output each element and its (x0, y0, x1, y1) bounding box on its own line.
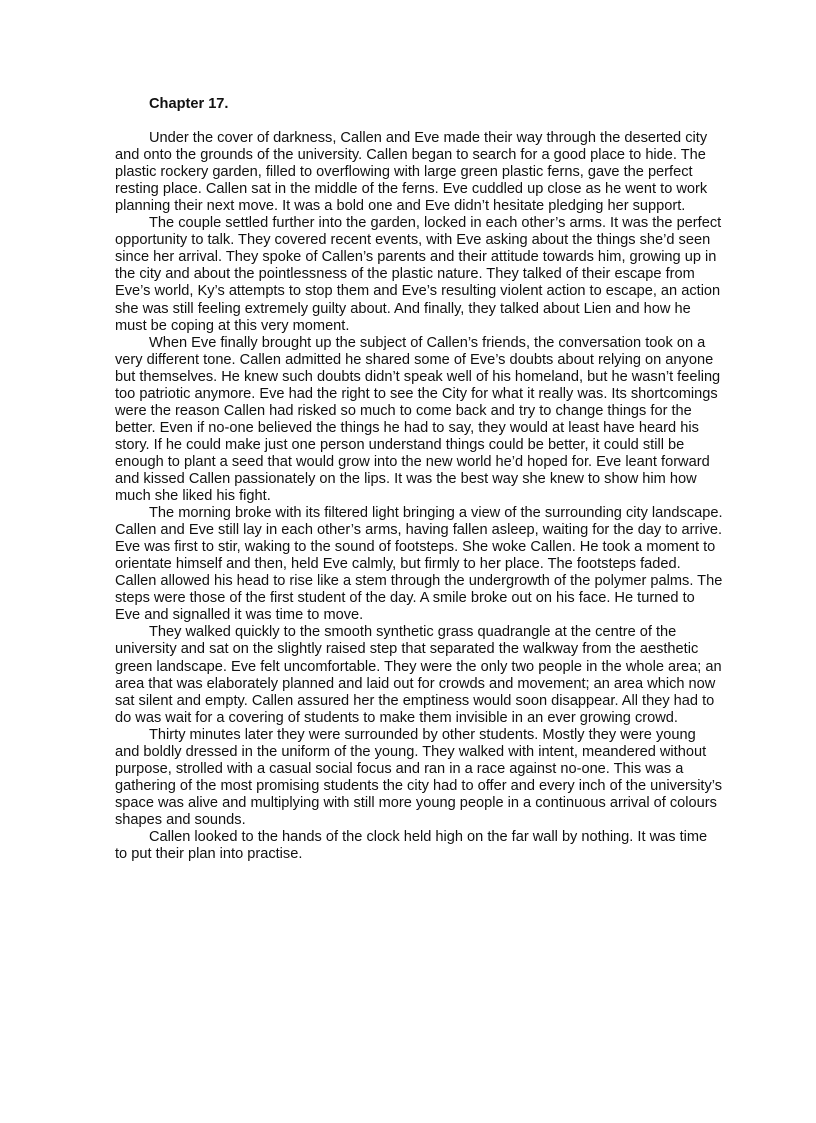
paragraph-4: The morning broke with its filtered light bringing a view of the surrounding city landscape. Callen and Eve still lay in each other’s arms, having fallen asleep, waiting for the day to arrive. Eve was first to stir, waking to the sound of footsteps. She woke Callen. He took a moment to orientate himself and then, held Eve calmly, but firmly to her place. The footsteps faded. Callen allowed his head to rise like a stem through the undergrowth of the polymer palms. The steps were those of the first student of the day. A smile broke out on his face. He turned to Eve and signalled it was time to move. (115, 505, 723, 624)
document-page (115, 90, 723, 863)
paragraph-3: When Eve finally brought up the subject of Callen’s friends, the conversation took on a very different tone. Callen admitted he shared some of Eve’s doubts about relying on anyone but themselves. He knew such doubts didn’t speak well of his homeland, but he wasn’t feeling too patriotic anymore. Eve had the right to see the City for what it really was. Its shortcomings were the reason Callen had risked so much to come back and try to change things for the better. Even if no-one believed the things he had to say, they would at least have heard his story. If he could make just one person understand things could be better, it could still be enough to plant a seed that would grow into the new world he’d hoped for. Eve leant forward and kissed Callen passionately on the lips. It was the best way she knew to show him how much she liked his fight. (115, 334, 721, 505)
paragraph-6: Thirty minutes later they were surrounded by other students. Mostly they were young and boldly dressed in the uniform of the young. They walked with intent, meandered without purpose, strolled with a casual social focus and ran in a race against no-one. This was a gathering of the most promising students the city had to offer and every inch of the university’s space was alive and multiplying with still more young people in a continuous arrival of colours shapes and sounds. (115, 726, 723, 828)
paragraph-1: Under the cover of darkness, Callen and Eve made their way through the deserted city and onto the grounds of the university. Callen began to search for a good place to hide. The plastic rockery garden, filled to overflowing with large green plastic ferns, gave the perfect resting place. Callen sat in the middle of the ferns. Eve cuddled up close as he went to work planning their next move. It was a bold one and Eve didn’t hesitate pledging her support. (115, 130, 708, 215)
paragraph-7: Callen looked to the hands of the clock held high on the far wall by nothing. It was time to put their plan into practise. (115, 828, 708, 863)
paragraph-5: They walked quickly to the smooth synthetic grass quadrangle at the centre of the university and sat on the slightly raised step that separated the walkway from the aesthetic green landscape. Eve felt uncomfortable. They were the only two people in the whole area; an area that was elaborately planned and laid out for crowds and movement; an area which now sat silent and empty. Callen assured her the emptiness would soon disappear. All they had to do was wait for a covering of students to make them invisible in an ever growing crowd. (115, 624, 722, 726)
chapter-title: Chapter 17. (149, 96, 229, 112)
paragraph-2: The couple settled further into the garden, locked in each other’s arms. It was the perfect opportunity to talk. They covered recent events, with Eve asking about the things she’d seen since her arrival. They spoke of Callen’s parents and their attitude towards him, growing up in the city and about the pointlessness of the plastic nature. They talked of their escape from Eve’s world, Ky’s attempts to stop them and Eve’s resulting violent action to escape, an action she was still feeling extremely guilty about. And finally, they talked about Lien and how he must be coping at this very moment. (115, 215, 722, 334)
